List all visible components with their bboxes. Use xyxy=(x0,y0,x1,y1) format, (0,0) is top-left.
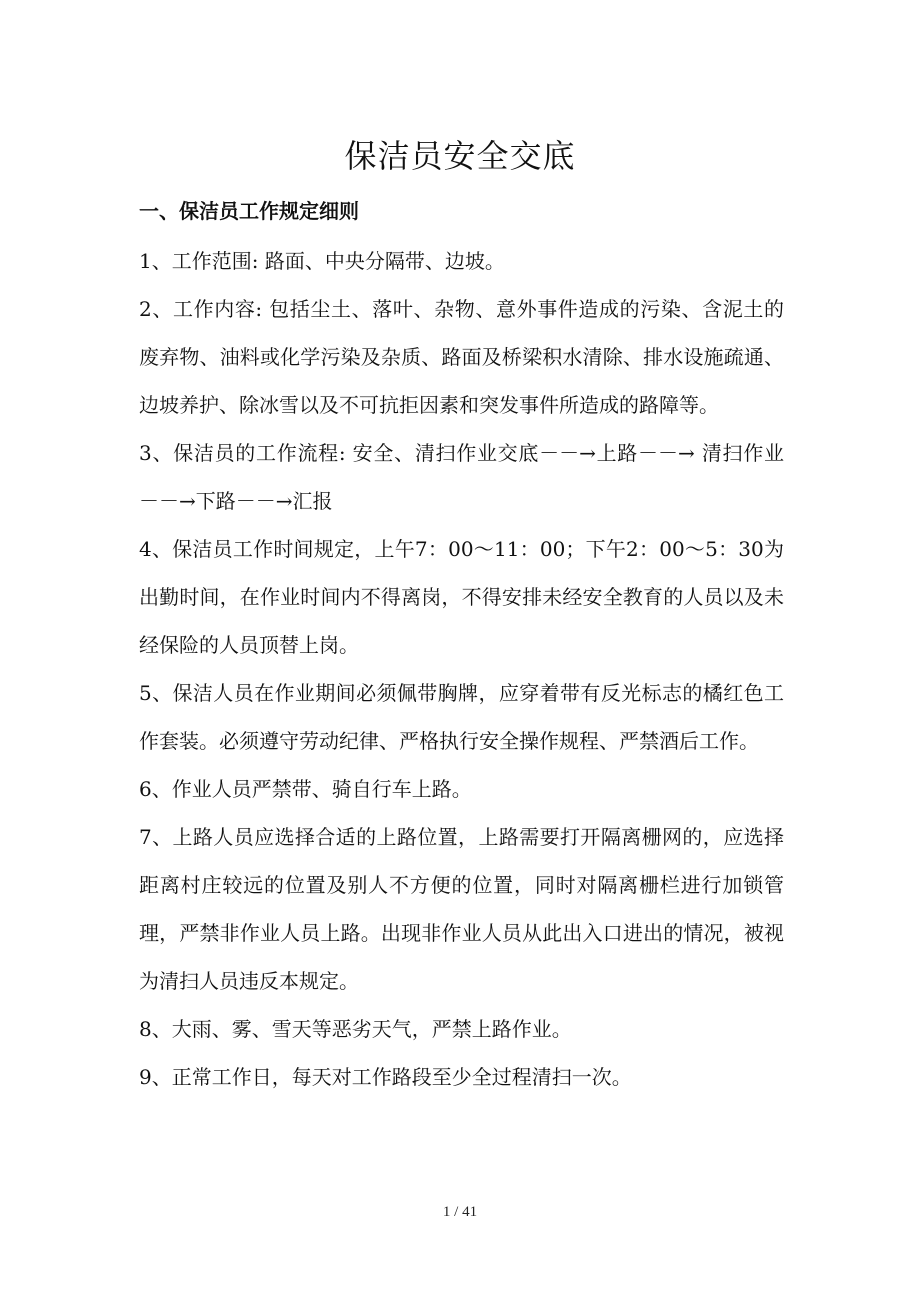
paragraph-3: 3、保洁员的工作流程: 安全、清扫作业交底－－→上路－－→ 清扫作业 －－→下路－－→汇报 xyxy=(139,441,784,513)
document-body xyxy=(139,237,784,1101)
paragraph-8: 8、大雨、雾、雪天等恶劣天气，严禁上路作业。 xyxy=(139,1017,572,1041)
paragraph-2: 2、工作内容: 包括尘土、落叶、杂物、意外事件造成的污染、含泥土的废弃物、油料或化学污染及杂质、路面及桥梁积水清除、排水设施疏通、边坡养护、除冰雪以及不可抗拒因素和突发事件所造成的路障等。 xyxy=(139,297,784,417)
paragraph-6: 6、作业人员严禁带、骑自行车上路。 xyxy=(139,777,472,801)
paragraph-9: 9、正常工作日，每天对工作路段至少全过程清扫一次。 xyxy=(139,1065,632,1089)
document-title: 保洁员安全交底 xyxy=(344,137,576,175)
paragraph-1: 1、工作范围: 路面、中央分隔带、边坡。 xyxy=(139,249,505,273)
paragraph-7: 7、上路人员应选择合适的上路位置，上路需要打开隔离栅网的，应选择距离村庄较远的位置及别人不方便的位置，同时对隔离栅栏进行加锁管理，严禁非作业人员上路。出现非作业人员从此出入口进出的情况，被视为清扫人员违反本规定。 xyxy=(139,825,784,993)
page-number: 1 / 41 xyxy=(442,1204,478,1220)
paragraph-5: 5、保洁人员在作业期间必须佩带胸牌，应穿着带有反光标志的橘红色工作套装。必须遵守劳动纪律、严格执行安全操作规程、严禁酒后工作。 xyxy=(139,681,784,753)
section-heading: 一、保洁员工作规定细则 xyxy=(139,199,359,223)
paragraph-4: 4、保洁员工作时间规定，上午7：00～11：00；下午2：00～5：30为出勤时间，在作业时间内不得离岗，不得安排未经安全教育的人员以及未经保险的人员顶替上岗。 xyxy=(139,537,784,657)
